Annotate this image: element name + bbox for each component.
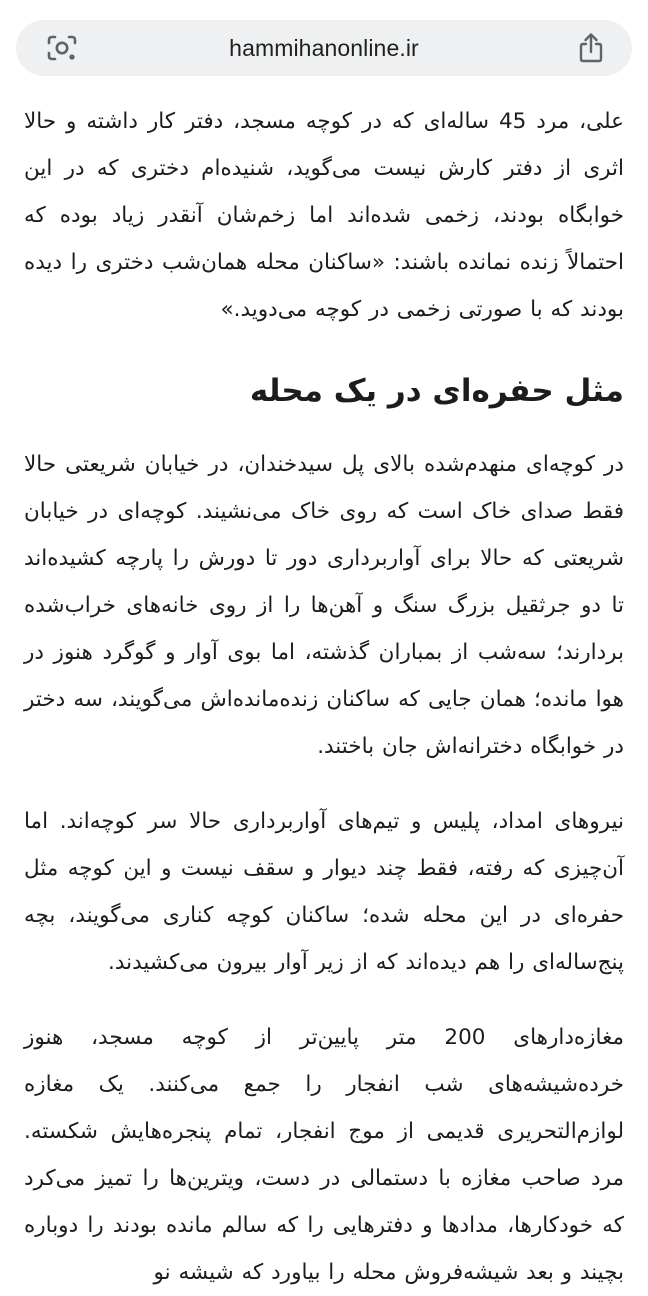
article-paragraph: مغازه‌دارهای 200 متر پایین‌تر از کوچه مسجد، هنوز خرده‌شیشه‌های شب انفجار را جمع می‌کنند. یک مغازه لوازم‌التحریری قدیمی از موج انفجار، تمام پنجره‌هایش شکسته. مرد صاحب مغازه با دستمالی در دست، ویترین‌ها را تمیز می‌کرد که خودکارها، مدادها و دفترهایی را که سالم مانده بودند را دوباره بچیند و بعد شیشه‌فروش محله را بیاورد که شیشه نو — [24, 1025, 624, 1285]
section-heading: مثل حفره‌ای در یک محله — [249, 373, 624, 409]
share-icon[interactable] — [576, 32, 606, 64]
article-paragraph: در کوچه‌ای منهدم‌شده بالای پل سیدخندان، در خیابان شریعتی حالا فقط صدای خاک است که روی خاک می‌نشیند. کوچه‌ای در خیابان شریعتی که حالا برای آواربرداری دور تا دورش را پارچه کشیده‌اند تا دو جرثقیل بزرگ سنگ و آهن‌ها را از روی خانه‌های خراب‌شده بردارند؛ سه‌شب از بمباران گذشته، اما بوی آوار و گوگرد هنوز در هوا مانده؛ همان جایی که ساکنان زنده‌مانده‌اش می‌گویند، سه دختر در خوابگاه دخترانه‌اش جان باختند. — [24, 452, 624, 759]
address-bar[interactable] — [16, 20, 632, 76]
url-text[interactable]: hammihanonline.ir — [229, 35, 419, 61]
article-paragraph: نیروهای امداد، پلیس و تیم‌های آواربرداری حالا سر کوچه‌اند. اما آن‌چیزی که رفته، فقط چند دیوار و سقف نیست و این کوچه مثل حفره‌ای در این محله شده؛ ساکنان کوچه کناری می‌گویند، بچه پنج‌ساله‌ای را هم دیده‌اند که از زیر آوار بیرون می‌کشیدند. — [24, 809, 624, 975]
article-paragraph: علی، مرد 45 ساله‌ای که در کوچه مسجد، دفتر کار داشته و حالا اثری از دفتر کارش نیست می‌گوید، شنیده‌ام دختری که در این خوابگاه بودند، زخمی شده‌اند اما زخم‌شان آنقدر زیاد بوده که احتمالاً زنده نمانده باشند: «ساکنان محله همان‌شب دختری را دیده بودند که با صورتی زخمی در کوچه می‌دوید.» — [24, 109, 624, 322]
article-body — [24, 98, 624, 1296]
